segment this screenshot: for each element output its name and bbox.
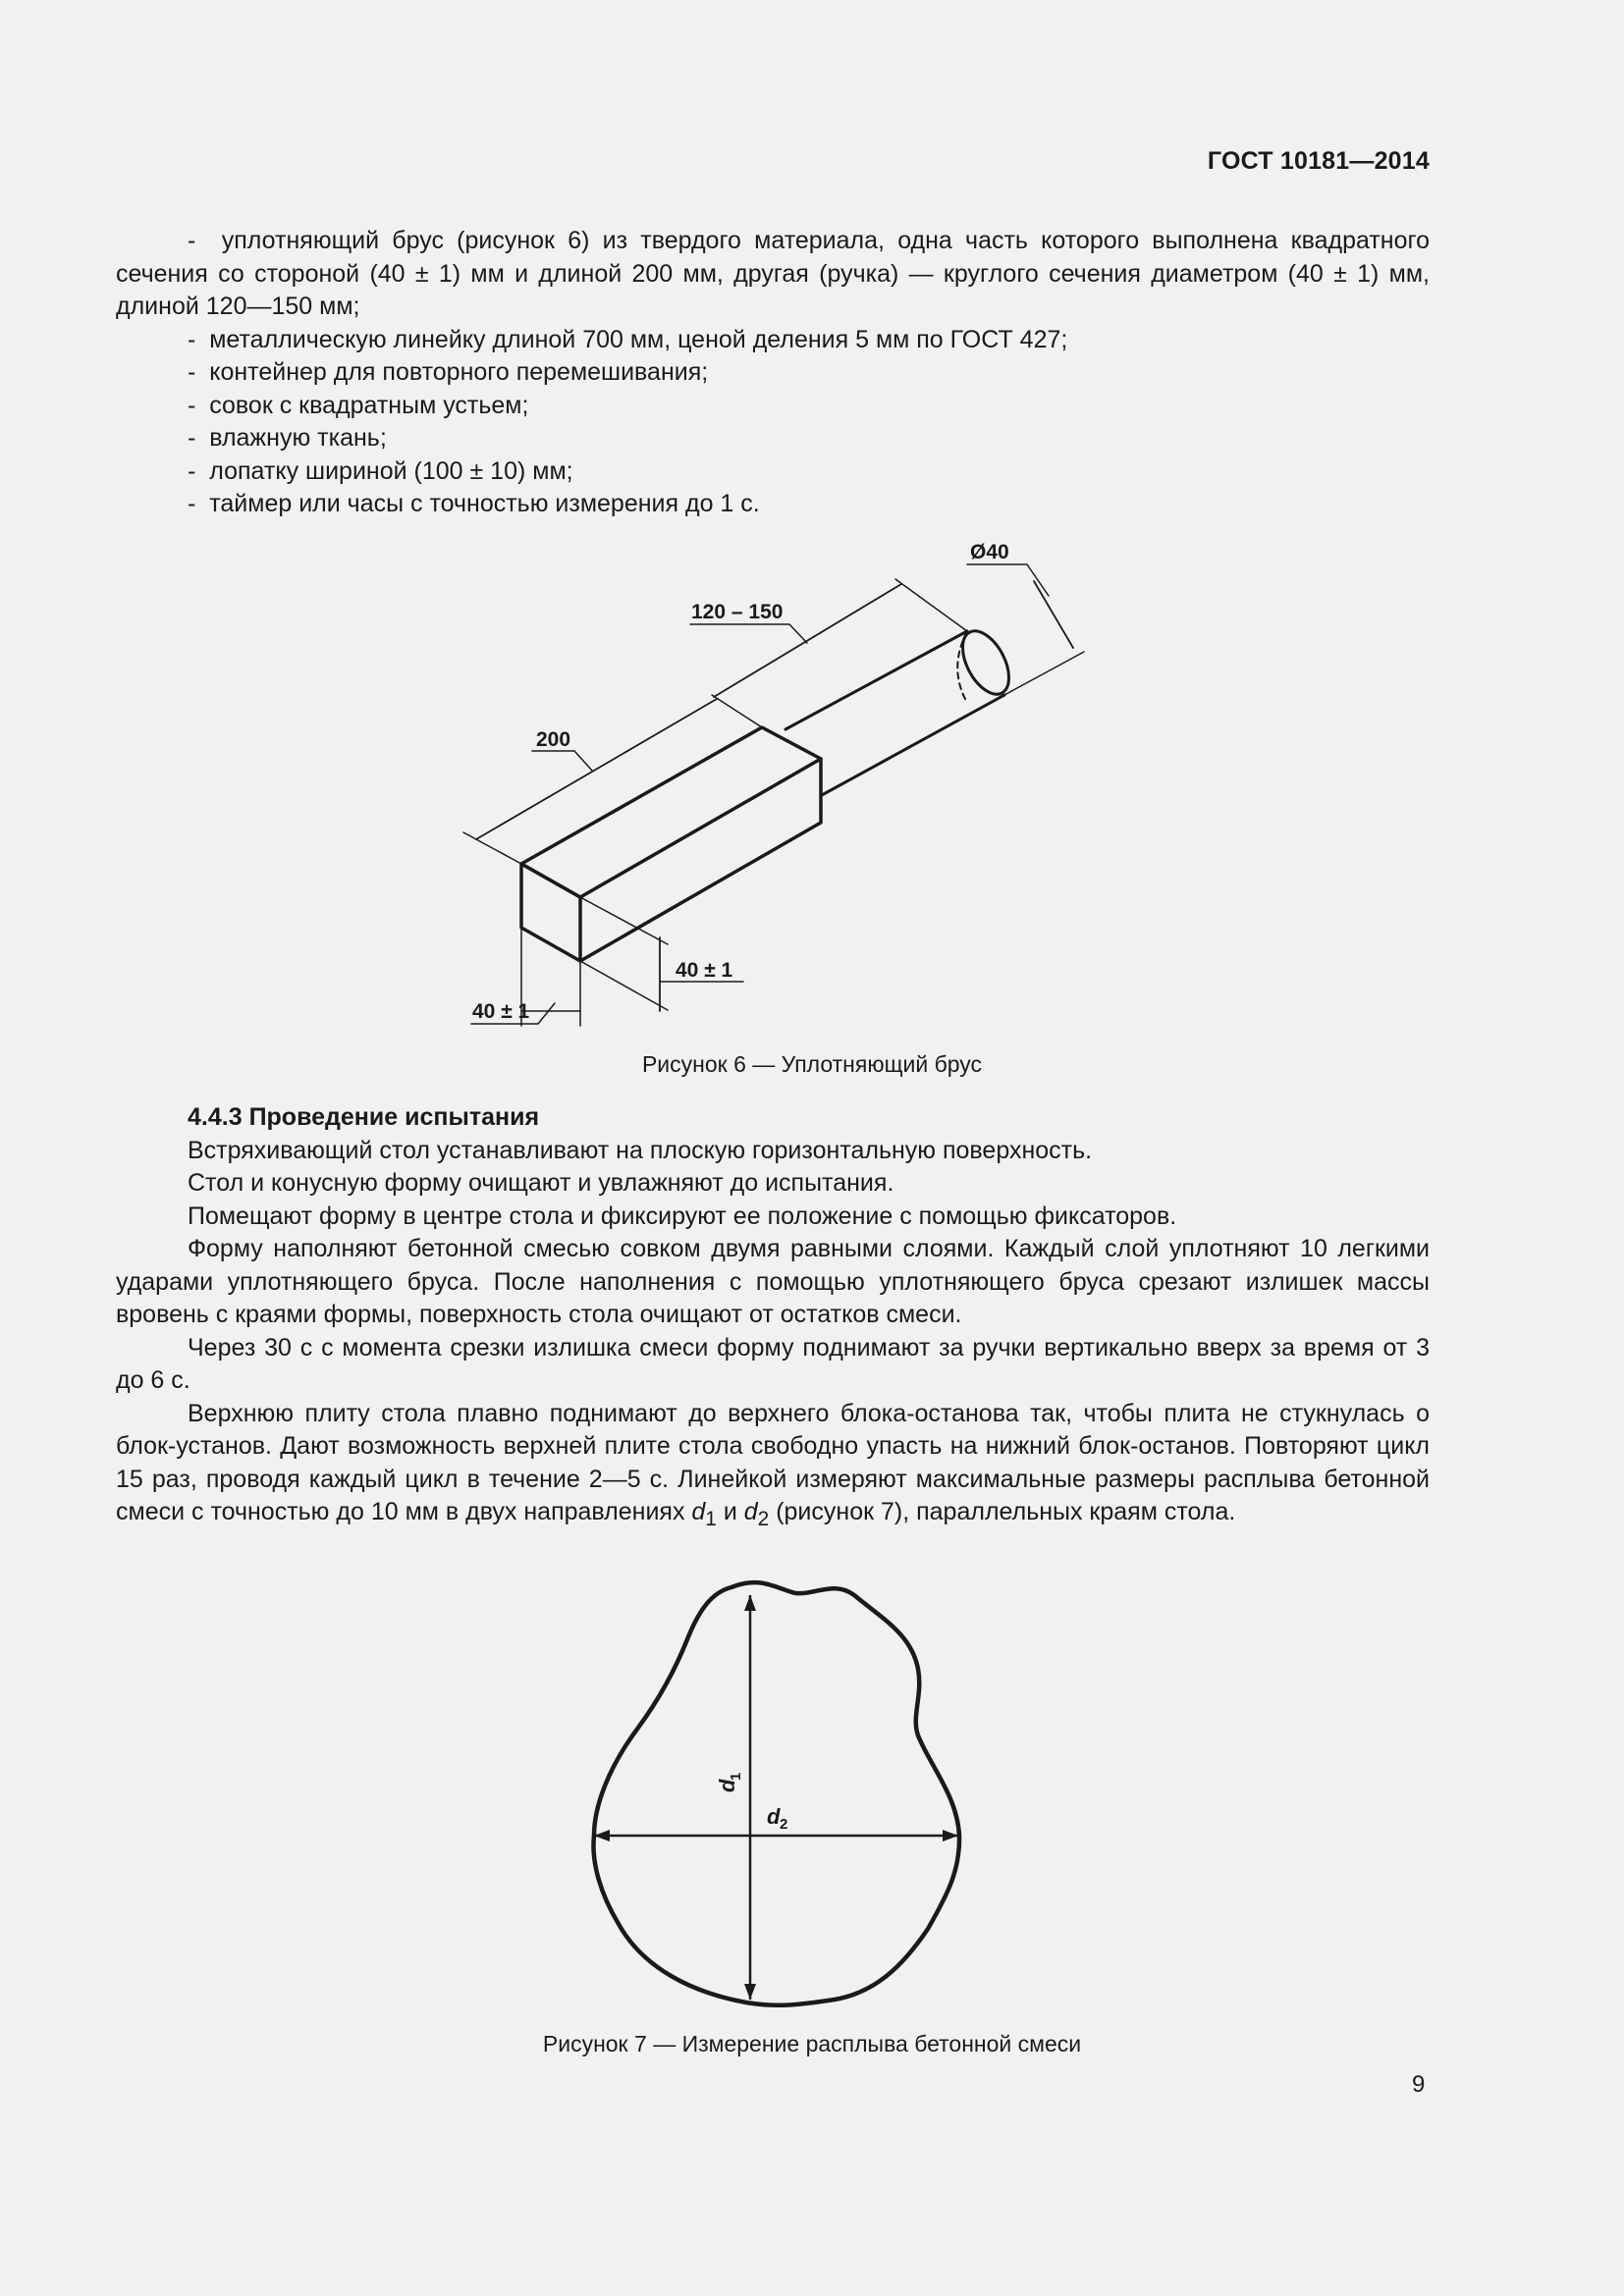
d1-arrow-top [744,1595,756,1611]
dim-120-150-extension [895,579,967,631]
handle-end-ellipse [953,623,1018,702]
bar-top-face [521,727,821,897]
section-heading [116,1101,1430,1135]
equipment-item-4: - совок с квадратным устьем; [188,391,529,419]
paragraph: Через 30 с с момента срезки излишка смеси форму поднимают за ручки вертикально вверх за время от 3 до 6 с. [116,1333,1430,1394]
dim-200-extension-1 [463,832,521,864]
equipment-item-6: - лопатку шириной (100 ± 10) мм; [188,456,573,485]
dim-handle-length-label: 120 – 150 [691,601,784,623]
dim-bar-length-label: 200 [536,728,571,751]
list-bullet: - [188,227,196,254]
dim-200-leader [532,751,592,771]
document-header: ГОСТ 10181—2014 [1207,147,1430,175]
spread-outline [593,1582,959,2005]
paragraph: Верхнюю плиту стола плавно поднимают до верхнего блока-останова так, чтобы плита не стукнулась о блок-установ. Дают возможность верхней плите стола свободно упасть на нижний блок-останов. Повторяют цикл 15 раз, проводя каждый цикл в течение 2—5 с. Линейкой измеряют максимальные размеры расплыва бетонной смеси с точностью до 10 мм в двух направлениях $d_1$ и $d_2$ (рисунок 7), параллельных краям стола. [116,1399,1430,1530]
equipment-item-3: - контейнер для повторного перемешивания; [188,358,709,386]
equipment-item-1: - уплотняющий брус (рисунок 6) из твердого материала, одна часть которого выполнена квадратного сечения со стороной (40 ± 1) мм и длиной 200 мм, другая (ручка) — круглого сечения диаметром (40 ± 1) мм, длиной 120—150 мм; [116,227,1430,320]
bar-end-face [521,864,580,961]
dim-120-150-leader [690,624,807,643]
figure-6-compacting-bar [452,530,1119,1041]
paragraph: Форму наполняют бетонной смесью совком двумя равными слоями. Каждый слой уплотняют 10 легкими ударами уплотняющего бруса. После наполнения с помощью уплотняющего бруса срезают излишек массы вровень с краями формы, поверхность стола очищают от остатков смеси. [116,1235,1430,1328]
d1-label [715,1773,744,1792]
d1-arrow-bottom [744,1984,756,2000]
section-number: 4.4.3 [188,1103,243,1131]
dim-200-line [476,699,717,839]
figure-7-caption: Рисунок 7 — Измерение расплыва бетонной смеси [542,2031,1082,2056]
svg-text:1: 1 [728,1772,744,1781]
page-number: 9 [1412,2071,1426,2098]
equipment-item-5: - влажную ткань; [188,424,387,452]
dim-diameter-leader [967,564,1049,596]
d2-label [767,1804,787,1833]
dim-width-label: 40 ± 1 [472,1000,530,1023]
bar-side-face [580,759,821,961]
dim-diameter-extension [1004,652,1084,695]
dim-200-extension-2 [712,695,762,727]
section-title: Проведение испытания [248,1103,540,1131]
equipment-list [116,225,1430,521]
figure-6-caption: Рисунок 6 — Уплотняющий брус [641,1051,983,1077]
handle-top-edge [785,631,967,729]
svg-text:d: d [715,1779,739,1792]
section-4-4-3 [116,1101,1430,1536]
paragraph: Стол и конусную форму очищают и увлажняют до испытания. [188,1169,894,1197]
dim-diameter-line [1034,581,1073,648]
svg-text:2: 2 [780,1816,788,1833]
paragraph: Помещают форму в центре стола и фиксируют ее положение с помощью фиксаторов. [188,1201,1177,1230]
dim-height-label: 40 ± 1 [676,959,733,982]
svg-text:d: d [767,1804,781,1829]
paragraph: Встряхивающий стол устанавливают на плоскую горизонтальную поверхность. [188,1136,1093,1164]
d2-arrow-right [943,1830,958,1842]
figure-7-spread-measurement [569,1566,982,2017]
dim-diameter-label: Ø40 [970,541,1009,563]
equipment-item-7: - таймер или часы с точностью измерения до 1 с. [188,490,760,517]
equipment-item-2: - металлическую линейку длиной 700 мм, ценой деления 5 мм по ГОСТ 427; [188,325,1068,353]
d2-arrow-left [594,1830,610,1842]
handle-bottom-edge [822,695,1004,795]
dim-height-extension-2 [580,961,668,1010]
